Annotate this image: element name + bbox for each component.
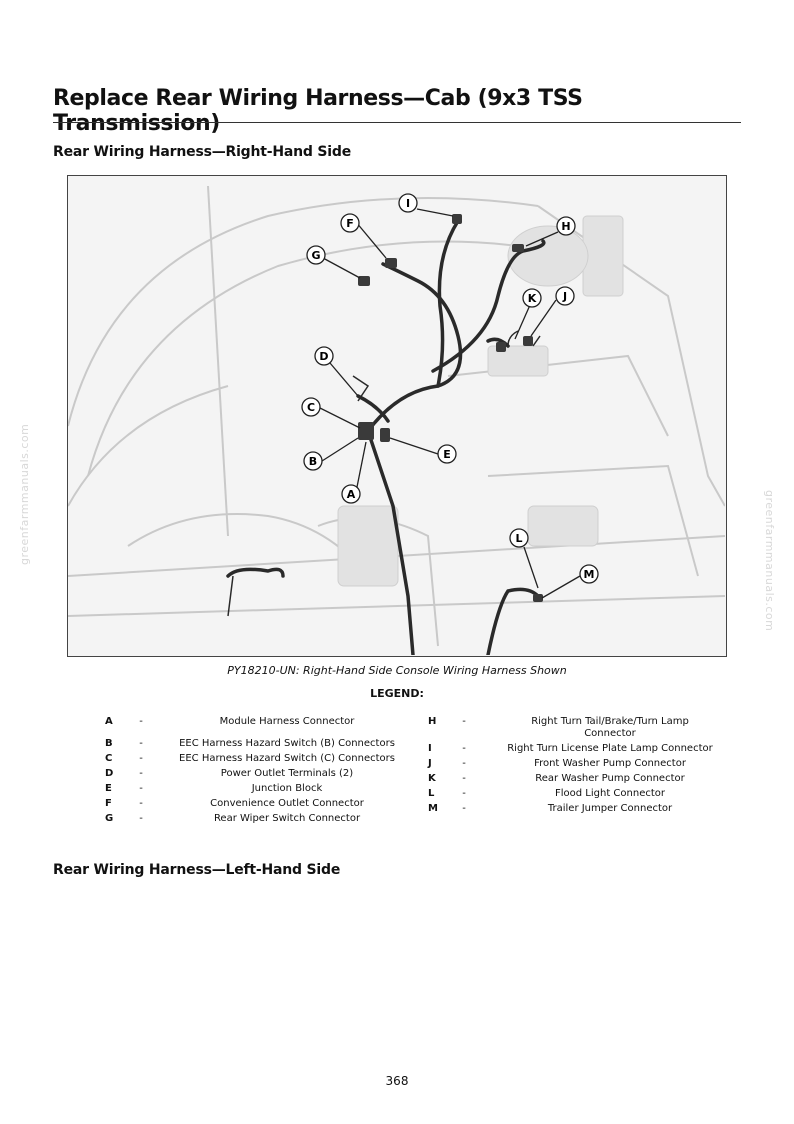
section-heading-left-hand-side: Rear Wiring Harness—Left-Hand Side [53, 862, 341, 878]
callout-g-label: G [311, 249, 321, 262]
legend-row [95, 783, 415, 795]
legend-left-column [95, 716, 415, 828]
legend-desc: Flood Light Connector [554, 788, 665, 799]
callout-j [556, 287, 574, 305]
callout-h-label: H [561, 220, 571, 233]
page-title: Replace Rear Wiring Harness—Cab (9x3 TSS Transmission) [53, 86, 583, 136]
title-rule [53, 122, 741, 123]
callout-a-label: A [346, 488, 356, 501]
legend-row [418, 803, 738, 815]
watermark-left: greenfarmmanuals.com [18, 423, 31, 565]
harness-illustration [68, 176, 725, 655]
legend-dash: - [462, 803, 466, 814]
legend-key: A [105, 716, 113, 727]
legend-dash: - [139, 738, 143, 749]
callout-m [580, 565, 598, 583]
legend-dash: - [139, 783, 143, 794]
callout-b-label: B [308, 455, 318, 468]
legend-dash: - [139, 798, 143, 809]
legend-key: C [105, 753, 113, 764]
legend-row [95, 768, 415, 780]
harness-figure [67, 175, 727, 657]
legend-desc: Rear Wiper Switch Connector [213, 813, 361, 824]
callout-g [307, 246, 325, 264]
legend-key: M [428, 803, 438, 814]
legend-key: J [428, 758, 432, 769]
legend-key: L [428, 788, 435, 799]
legend-desc: EEC Harness Hazard Switch (C) Connectors [179, 753, 395, 764]
legend-row [418, 773, 738, 785]
legend-dash: - [139, 716, 143, 727]
callout-d [315, 347, 333, 365]
watermark-right: greenfarmmanuals.com [763, 490, 776, 632]
callout-l-label: L [515, 532, 523, 545]
callout-k [523, 289, 541, 307]
legend-dash: - [462, 743, 466, 754]
legend-dash: - [139, 813, 143, 824]
callout-c-label: C [306, 401, 316, 414]
legend-desc: Junction Block [251, 783, 323, 794]
legend-row [418, 716, 738, 740]
legend-desc: Power Outlet Terminals (2) [220, 768, 354, 779]
legend-desc: Right Turn License Plate Lamp Connector [507, 743, 713, 754]
legend-desc: EEC Harness Hazard Switch (B) Connectors [179, 738, 395, 749]
legend-dash: - [139, 753, 143, 764]
legend-key: H [428, 716, 437, 727]
legend-row [95, 716, 415, 728]
callout-f-label: F [346, 217, 354, 230]
page-number: 368 [385, 1074, 409, 1088]
legend-row [418, 788, 738, 800]
legend-row [95, 813, 415, 825]
legend-dash: - [462, 788, 466, 799]
section-heading-right-hand-side: Rear Wiring Harness—Right-Hand Side [53, 144, 351, 160]
callout-e [438, 445, 456, 463]
callout-h [557, 217, 575, 235]
legend-desc: Front Washer Pump Connector [534, 758, 686, 769]
callout-b [304, 452, 322, 470]
callout-f [341, 214, 359, 232]
legend-right-column [418, 716, 738, 818]
legend-key: K [428, 773, 436, 784]
figure-caption: PY18210-UN: Right-Hand Side Console Wiring Harness Shown [227, 664, 567, 677]
legend-key: E [105, 783, 112, 794]
legend-row [95, 798, 415, 810]
legend-row [95, 738, 415, 750]
legend-key: I [428, 743, 432, 754]
legend-row [418, 758, 738, 770]
callout-a [342, 485, 360, 503]
legend-dash: - [462, 773, 466, 784]
legend-dash: - [462, 716, 466, 727]
legend-desc: Module Harness Connector [219, 716, 355, 727]
callout-j-label: J [562, 290, 568, 303]
callout-m-label: M [583, 568, 595, 581]
legend-row [418, 743, 738, 755]
legend-key: D [105, 768, 114, 779]
legend-desc: Trailer Jumper Connector [547, 803, 673, 814]
legend-desc: Rear Washer Pump Connector [535, 773, 685, 784]
callout-k-label: K [527, 292, 537, 305]
callout-d-label: D [319, 350, 329, 363]
legend-desc: Right Turn Tail/Brake/Turn Lamp Connector [531, 716, 689, 739]
legend-dash: - [139, 768, 143, 779]
legend-row [95, 753, 415, 765]
callout-c [302, 398, 320, 416]
callout-i-label: I [405, 197, 411, 210]
legend-key: G [105, 813, 114, 824]
legend-key: B [105, 738, 113, 749]
legend-key: F [105, 798, 112, 809]
callout-i [399, 194, 417, 212]
legend-dash: - [462, 758, 466, 769]
legend-desc: Convenience Outlet Connector [210, 798, 364, 809]
callout-e-label: E [443, 448, 451, 461]
legend-title: LEGEND: [370, 687, 424, 700]
callout-l [510, 529, 528, 547]
